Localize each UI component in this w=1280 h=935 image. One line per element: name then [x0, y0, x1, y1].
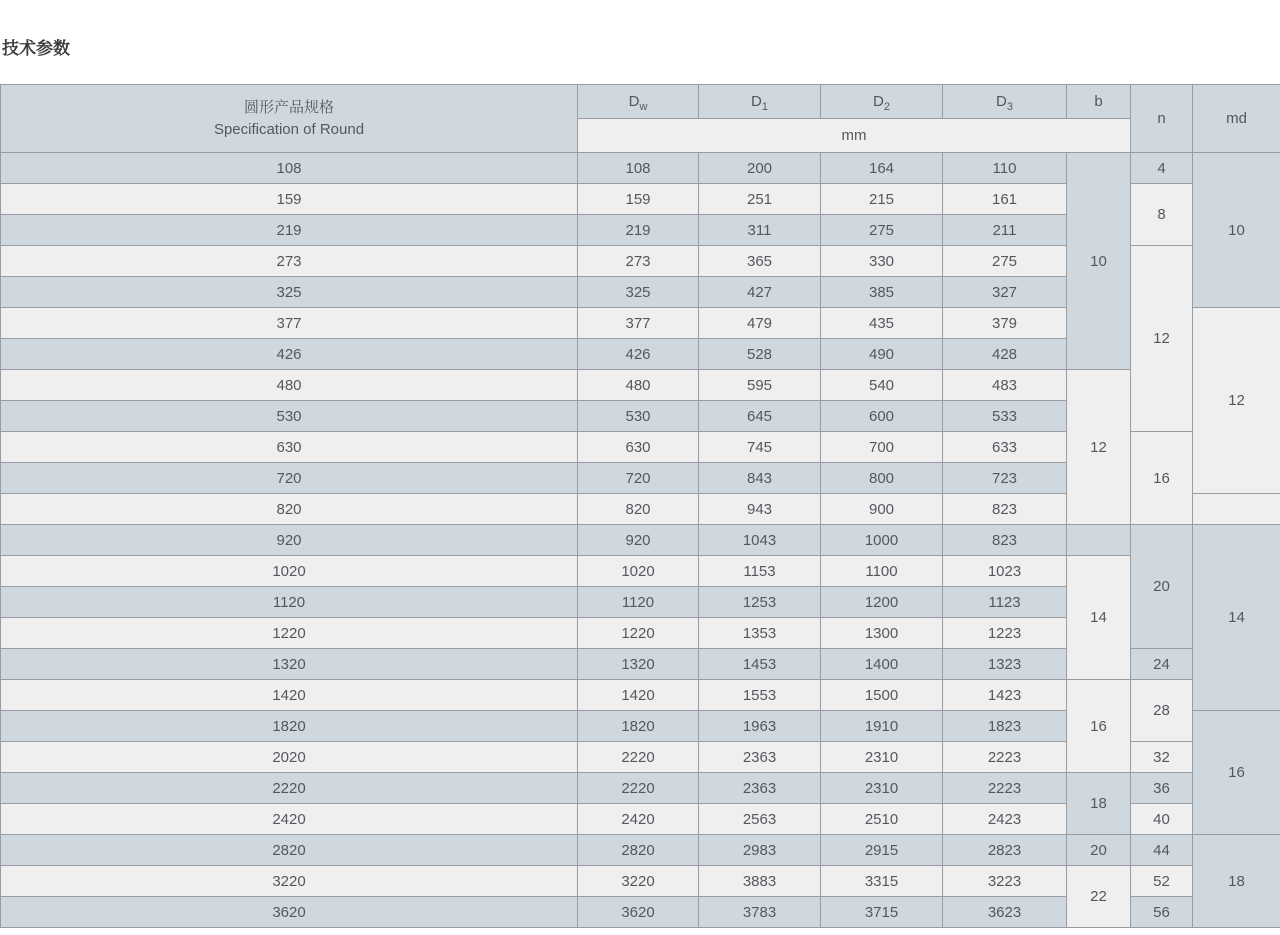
dw-cell: 108 — [578, 153, 699, 184]
dw-cell: 630 — [578, 432, 699, 463]
table-row — [1, 153, 1280, 184]
d1-cell: 427 — [699, 277, 821, 308]
spec-cell: 1420 — [1, 680, 578, 711]
header-row-1 — [1, 85, 1280, 119]
d1-cell: 1153 — [699, 556, 821, 587]
table-row — [1, 370, 1280, 401]
dw-cell: 820 — [578, 494, 699, 525]
d1-header-cell: $D_1$ — [699, 85, 821, 119]
d2-cell: 3715 — [821, 897, 943, 928]
d3-cell: 723 — [943, 463, 1067, 494]
n-cell: 4 — [1131, 153, 1193, 184]
dw-cell: 2820 — [578, 835, 699, 866]
md-cell: 10 — [1193, 153, 1280, 308]
d2-cell: 700 — [821, 432, 943, 463]
dw-cell: 377 — [578, 308, 699, 339]
dw-cell: 920 — [578, 525, 699, 556]
d1-cell: 843 — [699, 463, 821, 494]
table-row — [1, 556, 1280, 587]
d2-cell: 215 — [821, 184, 943, 215]
dw-cell: 720 — [578, 463, 699, 494]
technical-parameters-table — [0, 84, 1280, 928]
d2-cell: 330 — [821, 246, 943, 277]
spec-cell: 1820 — [1, 711, 578, 742]
spec-cell: 2820 — [1, 835, 578, 866]
d2-cell: 275 — [821, 215, 943, 246]
d2-cell: 2310 — [821, 773, 943, 804]
d1-cell: 479 — [699, 308, 821, 339]
d2-cell: 1000 — [821, 525, 943, 556]
dw-cell: 1820 — [578, 711, 699, 742]
d2-cell: 1300 — [821, 618, 943, 649]
dw-cell: 3620 — [578, 897, 699, 928]
d3-cell: 1823 — [943, 711, 1067, 742]
spec-header-cn: 圆形产品规格 — [243, 98, 334, 116]
dw-cell: 1020 — [578, 556, 699, 587]
n-cell: 20 — [1131, 525, 1193, 649]
spec-cell: 325 — [1, 277, 578, 308]
dw-cell: 480 — [578, 370, 699, 401]
d1-cell: 645 — [699, 401, 821, 432]
table-row — [1, 866, 1280, 897]
b-cell: 12 — [1067, 370, 1131, 525]
dw-cell: 426 — [578, 339, 699, 370]
dw-header-cell: $D_w$ — [578, 85, 699, 119]
d1-cell: 1553 — [699, 680, 821, 711]
d2-cell: 490 — [821, 339, 943, 370]
d3-cell: 533 — [943, 401, 1067, 432]
d2-cell: 1500 — [821, 680, 943, 711]
d2-cell: 1400 — [821, 649, 943, 680]
spec-cell: 2220 — [1, 773, 578, 804]
spec-cell: 1320 — [1, 649, 578, 680]
d3-cell: 823 — [943, 494, 1067, 525]
d1-cell: 311 — [699, 215, 821, 246]
d3-cell: 823 — [943, 525, 1067, 556]
spec-header-cell — [1, 85, 578, 153]
spec-cell: 920 — [1, 525, 578, 556]
dw-cell: 1320 — [578, 649, 699, 680]
d3-cell: 379 — [943, 308, 1067, 339]
spec-cell: 1020 — [1, 556, 578, 587]
spec-cell: 2420 — [1, 804, 578, 835]
n-cell: 52 — [1131, 866, 1193, 897]
spec-cell: 2020 — [1, 742, 578, 773]
md-cell: 14 — [1193, 525, 1280, 711]
d3-cell: 428 — [943, 339, 1067, 370]
dw-cell: 219 — [578, 215, 699, 246]
d3-cell: 1023 — [943, 556, 1067, 587]
d3-cell: 3223 — [943, 866, 1067, 897]
dw-cell: 159 — [578, 184, 699, 215]
d2-cell: 1200 — [821, 587, 943, 618]
d1-cell: 365 — [699, 246, 821, 277]
d1-cell: 595 — [699, 370, 821, 401]
d2-cell: 1910 — [821, 711, 943, 742]
b-cell: 14 — [1067, 556, 1131, 680]
d3-cell: 3623 — [943, 897, 1067, 928]
d3-cell: 1223 — [943, 618, 1067, 649]
d1-cell: 1963 — [699, 711, 821, 742]
d2-cell: 435 — [821, 308, 943, 339]
d2-cell: 900 — [821, 494, 943, 525]
d2-cell: 2310 — [821, 742, 943, 773]
d3-cell: 2223 — [943, 742, 1067, 773]
page-title: 技术参数 — [2, 39, 70, 58]
d3-cell: 2423 — [943, 804, 1067, 835]
d1-cell: 943 — [699, 494, 821, 525]
dw-cell: 1120 — [578, 587, 699, 618]
spec-cell: 480 — [1, 370, 578, 401]
dw-cell: 2220 — [578, 742, 699, 773]
spec-cell: 377 — [1, 308, 578, 339]
d1-cell: 3783 — [699, 897, 821, 928]
d1-cell: 3883 — [699, 866, 821, 897]
d1-cell: 1253 — [699, 587, 821, 618]
n-cell: 44 — [1131, 835, 1193, 866]
d1-cell: 2563 — [699, 804, 821, 835]
b-cell — [1067, 525, 1131, 556]
spec-cell: 1120 — [1, 587, 578, 618]
table-row — [1, 680, 1280, 711]
d2-cell: 800 — [821, 463, 943, 494]
md-cell: 12 — [1193, 308, 1280, 494]
b-cell: 10 — [1067, 153, 1131, 370]
spec-header-en: Specification of Round — [213, 120, 365, 138]
d2-cell: 1100 — [821, 556, 943, 587]
d3-cell: 110 — [943, 153, 1067, 184]
spec-cell: 426 — [1, 339, 578, 370]
spec-cell: 3220 — [1, 866, 578, 897]
d1-cell: 2363 — [699, 742, 821, 773]
spec-cell: 720 — [1, 463, 578, 494]
d3-cell: 161 — [943, 184, 1067, 215]
md-cell — [1193, 494, 1280, 525]
md-cell: 18 — [1193, 835, 1280, 928]
d2-cell: 600 — [821, 401, 943, 432]
dw-cell: 2220 — [578, 773, 699, 804]
dw-cell: 273 — [578, 246, 699, 277]
dw-cell: 1420 — [578, 680, 699, 711]
d3-cell: 2223 — [943, 773, 1067, 804]
d2-cell: 2510 — [821, 804, 943, 835]
d2-cell: 2915 — [821, 835, 943, 866]
unit-row-cell: mm — [578, 119, 1131, 153]
dw-cell: 325 — [578, 277, 699, 308]
n-cell: 32 — [1131, 742, 1193, 773]
table-row — [1, 835, 1280, 866]
d2-cell: 540 — [821, 370, 943, 401]
d1-cell: 1043 — [699, 525, 821, 556]
d1-cell: 2983 — [699, 835, 821, 866]
d2-cell: 164 — [821, 153, 943, 184]
d3-cell: 2823 — [943, 835, 1067, 866]
n-header-cell: n — [1131, 85, 1193, 153]
d3-cell: 483 — [943, 370, 1067, 401]
n-cell: 40 — [1131, 804, 1193, 835]
b-cell: 22 — [1067, 866, 1131, 928]
d3-cell: 275 — [943, 246, 1067, 277]
n-cell: 8 — [1131, 184, 1193, 246]
d3-cell: 1423 — [943, 680, 1067, 711]
spec-cell: 3620 — [1, 897, 578, 928]
d1-cell: 200 — [699, 153, 821, 184]
spec-cell: 630 — [1, 432, 578, 463]
n-cell: 12 — [1131, 246, 1193, 432]
table-row — [1, 773, 1280, 804]
d1-cell: 251 — [699, 184, 821, 215]
md-cell: 16 — [1193, 711, 1280, 835]
d3-header-cell: $D_3$ — [943, 85, 1067, 119]
d1-cell: 528 — [699, 339, 821, 370]
d3-cell: 633 — [943, 432, 1067, 463]
spec-cell: 820 — [1, 494, 578, 525]
d1-cell: 745 — [699, 432, 821, 463]
d2-header-cell: $D_2$ — [821, 85, 943, 119]
dw-cell: 530 — [578, 401, 699, 432]
table-header — [1, 85, 1280, 153]
d1-cell: 1453 — [699, 649, 821, 680]
b-cell: 16 — [1067, 680, 1131, 773]
n-cell: 24 — [1131, 649, 1193, 680]
d3-cell: 1323 — [943, 649, 1067, 680]
dw-cell: 1220 — [578, 618, 699, 649]
n-cell: 28 — [1131, 680, 1193, 742]
spec-cell: 530 — [1, 401, 578, 432]
d3-cell: 211 — [943, 215, 1067, 246]
d1-cell: 2363 — [699, 773, 821, 804]
spec-cell: 108 — [1, 153, 578, 184]
n-cell: 16 — [1131, 432, 1193, 525]
b-cell: 18 — [1067, 773, 1131, 835]
spec-cell: 1220 — [1, 618, 578, 649]
d3-cell: 1123 — [943, 587, 1067, 618]
d2-cell: 3315 — [821, 866, 943, 897]
table-body — [1, 153, 1280, 928]
spec-cell: 273 — [1, 246, 578, 277]
d1-cell: 1353 — [699, 618, 821, 649]
b-header-cell: b — [1067, 85, 1131, 119]
spec-cell: 159 — [1, 184, 578, 215]
md-header-cell: md — [1193, 85, 1280, 153]
table-row — [1, 525, 1280, 556]
dw-cell: 2420 — [578, 804, 699, 835]
d3-cell: 327 — [943, 277, 1067, 308]
n-cell: 56 — [1131, 897, 1193, 928]
b-cell: 20 — [1067, 835, 1131, 866]
n-cell: 36 — [1131, 773, 1193, 804]
spec-cell: 219 — [1, 215, 578, 246]
dw-cell: 3220 — [578, 866, 699, 897]
d2-cell: 385 — [821, 277, 943, 308]
